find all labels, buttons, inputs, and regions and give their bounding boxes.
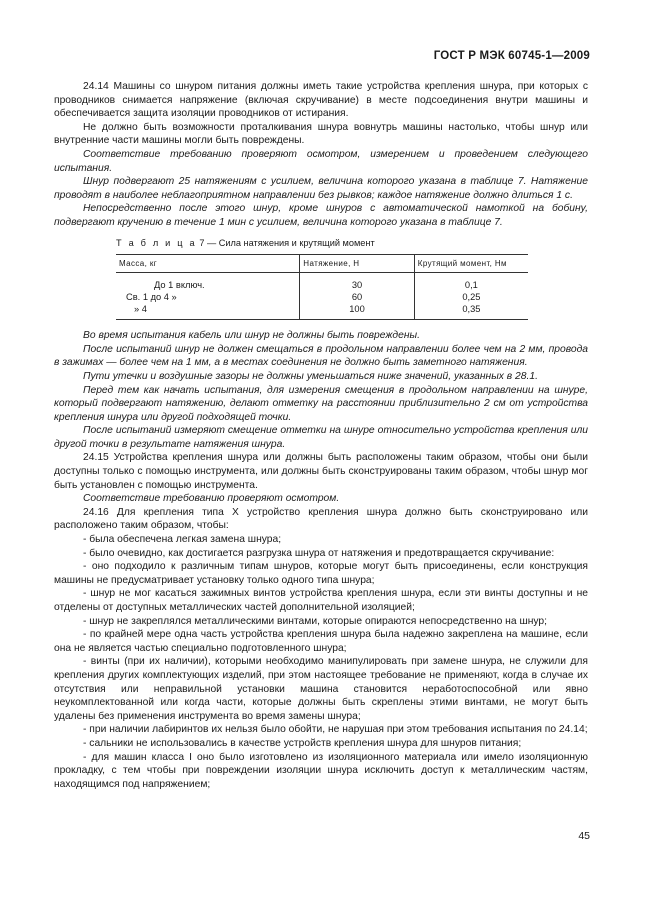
table-row — [116, 291, 528, 303]
table-row — [116, 273, 528, 292]
section-24-14 — [54, 80, 588, 230]
document-id-header: ГОСТ Р МЭК 60745-1—2009 — [433, 50, 590, 62]
paragraph: После испытаний шнур не должен смещаться в продольном направлении более чем на 2 мм, провода в зажимах — более чем на 1 мм, а в местах соединения не должно быть заметного натяжения. — [54, 343, 588, 369]
table-7 — [116, 254, 528, 320]
paragraph: - при наличии лабиринтов их нельзя было обойти, не нарушая при этом требования испытания по 24.14; — [83, 724, 588, 736]
paragraph: Во время испытания кабель или шнур не должны быть повреждены. — [83, 330, 420, 342]
paragraph: Непосредственно после этого шнур, кроме шнуров с автоматической намоткой на бобину, подвергают кручению в течение 1 мин с усилием, величина которого указана в таблице 7. — [54, 203, 588, 228]
table-caption-text: 7 — Сила натяжения и крутящий момент — [199, 237, 375, 248]
section-test-results-and-24-15-24-16 — [54, 329, 588, 791]
table-cell-mass: » 4 — [116, 303, 300, 320]
table-cell-mass: Св. 1 до 4 » — [116, 291, 300, 303]
paragraph: - была обеспечена легкая замена шнура; — [83, 534, 282, 546]
paragraph: 24.14 Машины со шнуром питания должны иметь такие устройства крепления шнура, при которых с проводников снимается напряжение (включая скручивание) в месте подсоединения внутри машины и обеспечивается защита изоляции проводников от истирания. — [54, 81, 588, 120]
paragraph: Шнур подвергают 25 натяжениям с усилием, величина которого указана в таблице 7. Натяжение проводят в наиболее неблагоприятном направлении без рывков; каждое натяжение должно длиться 1 с. — [54, 176, 588, 201]
column-header-tension: Натяжение, Н — [300, 255, 415, 273]
paragraph: Пути утечки и воздушные зазоры не должны уменьшаться ниже значений, указанных в 28.1. — [83, 370, 538, 382]
paragraph: - было очевидно, как достигается разгрузка шнура от натяжения и предотвращается скручивание: — [83, 547, 555, 559]
table-cell-tension: 100 — [300, 303, 415, 320]
paragraph: 24.15 Устройства крепления шнура или должны быть расположены таким образом, чтобы они были доступны только с помощью инструмента, или должны быть сконструированы таким образом, чтобы шнур мог быть установлен с помощью инструмента. — [54, 452, 588, 491]
table-caption — [116, 237, 588, 251]
table-cell-tension: 60 — [300, 291, 415, 303]
paragraph: - шнур не закреплялся металлическими винтами, которые опираются непосредственно на шнур; — [83, 615, 548, 627]
paragraph: - для машин класса I оно было изготовлено из изоляционного материала или имело изоляционную прокладку, с тем чтобы при повреждении изоляции шнура исключить доступ к металлическим частям, находящимся под напряжением; — [54, 751, 588, 790]
paragraph: - шнур не мог касаться зажимных винтов устройства крепления шнура, если эти винты доступны и не отделены от доступных металлических частей дополнительной изоляцией; — [54, 588, 588, 613]
paragraph: Соответствие требованию проверяют осмотром. — [83, 493, 340, 505]
paragraph: - винты (при их наличии), которыми необходимо манипулировать при замене шнура, не служили для крепления других комплектующих изделий, при этом настоящее требование не применяют, когда в случае их отсутствия или неправильной установки машина становится неработоспособной или явно неукомплектованной или когда части, которые должны быть скреплены этими винтами, не могут быть удалены без применения инструмента во время замены шнура; — [54, 656, 588, 722]
document-body — [54, 80, 588, 791]
page-number: 45 — [578, 830, 590, 842]
paragraph: - оно подходило к различным типам шнуров, которые могут быть присоединены, если конструкция машины не предусматривает установку только одного типа шнура; — [54, 561, 588, 586]
paragraph: Соответствие требованию проверяют осмотром, измерением и проведением следующего испытания. — [54, 148, 588, 174]
table-cell-torque: 0,35 — [414, 303, 528, 320]
table-cell-mass: До 1 включ. — [116, 273, 300, 292]
paragraph: Не должно быть возможности проталкивания шнура вовнутрь машины настолько, чтобы шнур или внутренние части машины могли быть повреждены. — [54, 121, 588, 147]
paragraph: 24.16 Для крепления типа X устройство крепления шнура должно быть сконструировано или расположено таким образом, чтобы: — [54, 506, 588, 532]
paragraph: - сальники не использовались в качестве устройств крепления шнура для шнуров питания; — [83, 737, 522, 749]
table-cell-torque: 0,25 — [462, 292, 481, 303]
column-header-mass: Масса, кг — [116, 255, 300, 273]
table-cell-tension: 30 — [300, 273, 415, 292]
paragraph: - по крайней мере одна часть устройства крепления шнура была надежно закреплена на машине, если она не является частью специально подготовленного шнура; — [54, 629, 588, 654]
paragraph: После испытаний измеряют смещение отметки на шнуре относительно устройства крепления или другой точки в результате натяжения шнура. — [54, 425, 588, 450]
table-caption-label: Т а б л и ц а — [116, 237, 197, 248]
table-row — [116, 303, 528, 320]
paragraph: Перед тем как начать испытания, для измерения смещения в продольном направлении на шнуре, который подвергают натяжению, делают отметку на расстоянии приблизительно 2 см от устройства крепления шнура или другой подходящей точки. — [54, 384, 588, 423]
column-header-torque: Крутящий момент, Нм — [414, 255, 528, 273]
table-cell-torque: 0,1 — [464, 280, 478, 291]
